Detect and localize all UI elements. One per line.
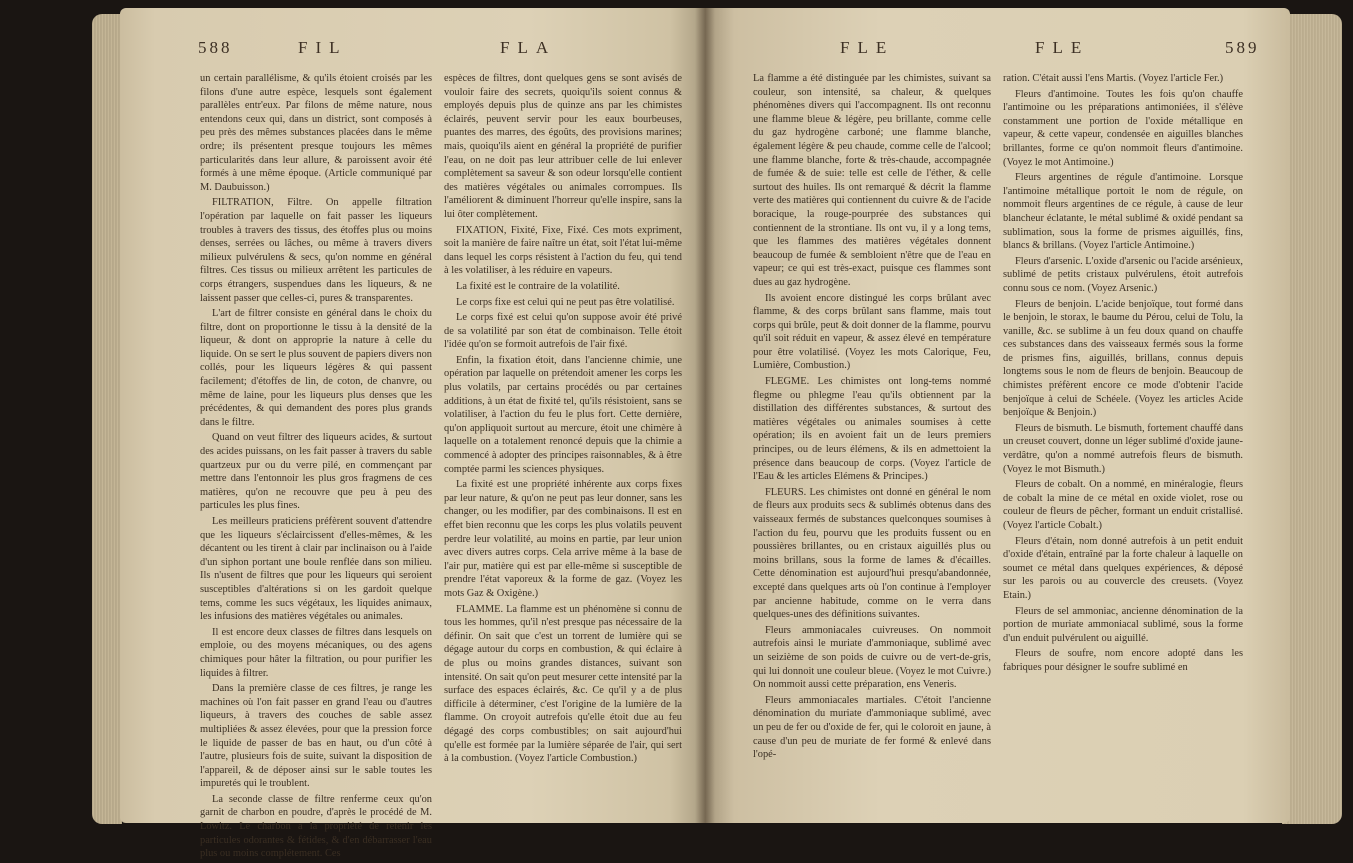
right-column-2 <box>1003 72 1243 677</box>
paragraph: Fleurs argentines de régule d'antimoine. Lorsque l'antimoine métallique portoit le nom de régule, on nommoit fleurs argentines de ce régule, à cause de leur blancheur éclatante, le métal sublimé & oxidé pendant sa sublimation, sous la forme de prismes aiguillés, fins, blancs & brillans. (Voyez l'article Antimoine.) <box>1003 172 1243 252</box>
paragraph: ration. C'était aussi l'ens Martis. (Voyez l'article Fer.) <box>1003 73 1224 84</box>
paragraph: Fleurs de sel ammoniac, ancienne dénomination de la portion de muriate ammoniacal sublimé, sous la forme d'un enduit pulvérulent ou aiguillé. <box>1003 605 1243 644</box>
paragraph: Ils avoient encore distingué les corps brûlant avec flamme, & des corps brûlant sans flamme, mais tout corps qui brûle, peut & doit donner de la flamme, pourvu qu'il soit réduit en vapeur, & assez élevé en température pour être volatilisé. (Voyez les mots Calorique, Feu, Lumière, Combustion.) <box>753 292 991 372</box>
right-column-1 <box>753 72 991 764</box>
paragraph: espèces de filtres, dont quelques gens se sont avisés de vouloir faire des secrets, quoiqu'ils soient connus & employés depuis plus de quinze ans par les chimistes éclairés, peuvent servir pour les eaux bourbeuses, puantes des marres, des égoûts, des provisions marines; mais, quoiqu'ils aient en général la propriété de purifier l'eau, on ne doit pas leur attribuer celle de lui enlever complètement sa saveur & son odeur lorsqu'elle contient des matières végétales ou animales corrompues. Ils l'améliorent & diminuent l'horreur qu'elle inspire, sans la lui ôter complètement. <box>444 73 682 220</box>
right-page-number: 589 <box>1225 38 1260 57</box>
paragraph: Fleurs de soufre, nom encore adopté dans les fabriques pour désigner le soufre sublimé en <box>1003 648 1243 673</box>
left-running-head-1: FIL <box>298 38 348 57</box>
paragraph: La fixité est le contraire de la volatilité. <box>456 280 620 292</box>
paragraph: FIXATION, Fixité, Fixe, Fixé. Ces mots expriment, soit la manière de faire naître un état, soit l'état lui-même dans lequel les corps résistent à l'action du feu, qui tend à les volatiliser, à les réduire en vapeurs. <box>444 224 682 277</box>
paragraph: Le corps fixé est celui qu'on suppose avoir été privé de sa volatilité par son état de combinaison. Telle étoit l'idée qu'on se formoit autrefois de l'air fixé. <box>444 312 682 351</box>
paragraph: La seconde classe de filtre renferme ceux qu'on garnit de charbon en poudre, d'après le procédé de M. Lowitz. Le charbon a la propriété de retenir les particules odorantes & fétides, & d'en débarrasser l'eau plus ou moins complétement. Ces <box>200 793 432 860</box>
book-gutter <box>695 8 715 823</box>
paragraph: Fleurs de benjoin. L'acide benjoïque, tout formé dans le benjoin, le storax, le baume du Pérou, celui de Tolu, la vanille, &c. se sublime à un feu doux quand on chauffe ces substances dans des vaisseaux fermés sous la forme de prismes fins, aiguillés, brillans, connus depuis longtems sous le nom de fleurs de benjoin. Beaucoup de chimistes préfèrent encore ce mode d'obtenir l'acide benjoïque à celui de Schéele. (Voyez les articles Acide benjoïque & Benjoin.) <box>1003 298 1243 419</box>
paragraph: Fleurs de bismuth. Le bismuth, fortement chauffé dans un creuset couvert, donne un léger sublimé d'oxide jaune-verdâtre, qu'on a nommé autrefois fleurs de bismuth. (Voyez le mot Bismuth.) <box>1003 422 1243 475</box>
paragraph: Enfin, la fixation étoit, dans l'ancienne chimie, une opération par laquelle on prétendoit amener les corps les plus volatils, par certains procédés ou par certaines additions, à un état de fixité tel, qu'ils résistoient, sans se volatiliser, à l'action du feu le plus fort. Cette dernière, qu'on appliquoit surtout au mercure, étoit une chimère à laquelle on a totalement renoncé depuis que la chimie a commencé à adopter des principes raisonnables, & à être comptée parmi les sciences physiques. <box>444 354 682 475</box>
paragraph: Fleurs d'antimoine. Toutes les fois qu'on chauffe l'antimoine ou les préparations antimoniées, il s'élève constamment une portion de l'oxide métallique en vapeur, & cette vapeur, condensée en aiguilles blanches brillantes, forme ce qu'on nommoit fleurs d'antimoine. (Voyez le mot Antimoine.) <box>1003 88 1243 168</box>
paragraph: Quand on veut filtrer des liqueurs acides, & surtout des acides puissans, on les fait passer à travers du sable quartzeux pur ou du verre pilé, en commençant par mettre dans l'entonnoir les plus gros fragmens de ces matières, qu'on ne recouvre que peu à peu des particules les plus fines. <box>200 432 432 512</box>
book-page-edges-left <box>92 14 122 824</box>
paragraph: FLEURS. Les chimistes ont donné en général le nom de fleurs aux produits secs & sublimés obtenus dans des vaisseaux fermés de substances quelconques soumises à l'action du feu, pourvu que les produits fussent ou en poussières brillantes, ou en cristaux aiguillés plus ou moins brillans, sous la forme de lames & d'écailles. Cette dénomination est aujourd'hui presqu'abandonnée, excepté dans quelques arts où l'on continue à l'employer par ancienne habitude, comme on le verra dans quelques-unes des définitions suivantes. <box>753 486 991 621</box>
paragraph: Fleurs de cobalt. On a nommé, en minéralogie, fleurs de cobalt la mine de ce métal en oxide violet, rose ou couleur de fleurs de pêcher, formant un enduit cristallisé. (Voyez l'article Cobalt.) <box>1003 479 1243 531</box>
paragraph: FLAMME. La flamme est un phénomène si connu de tous les hommes, qu'il n'est presque pas nécessaire de la définir. On sait que c'est un torrent de lumière qui se dégage autour du corps en combustion, & qui éclaire à de plus ou moins grandes distances, suivant son intensité. On sait qu'on peut mesurer cette intensité par la surface des espaces éclairés, &c. Ce qu'il y a de plus difficile à déterminer, c'est l'origine de la lumière de la flamme. On croyoit autrefois qu'elle étoit due au feu dégagé des corps combustibles; on sait aujourd'hui qu'elle est formée par la lumière séparée de l'air, qui sert à la combustion. (Voyez l'article Combustion.) <box>444 603 682 765</box>
paragraph: Fleurs ammoniacales cuivreuses. On nommoit autrefois ainsi le muriate d'ammoniaque, sublimé avec un seizième de son poids de cuivre ou de vert-de-gris, qui lui donnoit une couleur bleue. (Voyez le mot Cuivre.) On nommoit aussi cette préparation, ens Veneris. <box>753 624 991 691</box>
paragraph: un certain parallélisme, & qu'ils étoient croisés par les filons d'une autre espèce, lesquels sont également parallèles entr'eux. Par filons de même nature, nous entendons ceux qui, dans un district, sont composés à peu près des mêmes substances placées dans le même ordre; ils présentent presque toujours les mêmes particularités dans leur allure, & paroissent avoir été formés à une même époque. (Article communiqué par M. Daubuisson.) <box>200 73 432 193</box>
paragraph: Il est encore deux classes de filtres dans lesquels on emploie, ou des moyens mécaniques, ou des agens chimiques pour hâter la filtration, ou pour purifier les liquides à filtrer. <box>200 626 432 679</box>
paragraph: Fleurs ammoniacales martiales. C'étoit l'ancienne dénomination du muriate d'ammoniaque sublimé, avec un peu de fer ou d'oxide de fer, qui le coloroit en jaune, à cause d'un peu de muriate de fer formé & enlevé dans l'opé- <box>753 694 991 761</box>
paragraph: Fleurs d'arsenic. L'oxide d'arsenic ou l'acide arsénieux, sublimé de petits cristaux pulvérulens, étoit autrefois connu sous ce nom. (Voyez Arsenic.) <box>1003 255 1243 294</box>
paragraph: La flamme a été distinguée par les chimistes, suivant sa couleur, son intensité, sa chaleur, & quelques phénomènes divers qui l'accompagnent. Ils ont reconnu une flamme bleue & légère, peu brillante, comme celle du gaz hydrogène carboné; une flamme blanche, également légère & peu chaude, comme celle de l'alcool; une flamme blanche, forte & très-chaude, accompagnée de fumée & de suie: telle est celle de l'éther, & celle surtout des huiles. Ils ont remarqué & décrit la flamme verte des matières qui contiennent du cuivre & de l'acide boracique, la rouge-pourprée des substances qui contiennent de la strontiane. Ils ont vu, il y a long tems, que les flammes des matières végétales donnent beaucoup de fumée & sembloient n'être que de l'eau en vapeur; ce qui est très-exact, puisque ces flammes sont dues au gaz hydrogène. <box>753 73 991 288</box>
paragraph: La fixité est une propriété inhérente aux corps fixes par leur nature, & qu'on ne peut pas leur donner, sans les changer, ou les modifier, par des combinaisons. Il est en effet bien reconnu que les corps les plus volatils peuvent perdre leur volatilité, au moins en partie, par leur union avec divers autres corps. Cela arrive même à la base de l'air pur, matière qui est par elle-même si susceptible de prendre l'état vaporeux & la forme de gaz. (Voyez les mots Gaz & Oxigène.) <box>444 479 682 599</box>
paragraph: Dans la première classe de ces filtres, je range les machines où l'on fait passer en grand l'eau ou d'autres liqueurs, à travers des couches de sable assez multipliées & assez élevées, pour que la pression force le liquide de passer de bas en haut, ou d'un côté à l'autre, plusieurs fois de suite, suivant la disposition de l'appareil, & de déposer ainsi sur le sable toutes les impuretés qui le troublent. <box>200 683 432 790</box>
left-column-2 <box>444 72 682 768</box>
paragraph: FILTRATION, Filtre. On appelle filtration l'opération par laquelle on fait passer les liqueurs troubles à travers des tissus, des étoffes plus ou moins denses, serrées ou lâches, ou même à travers divers milieux pulvérulens & secs, qu'on nomme en général filtres. Ces tissus ou milieux arrêtent les particules de corps étrangers, suspendues dans les liqueurs, & ne laissent passer que celles-ci, pures & transparentes. <box>200 197 432 304</box>
paragraph: Le corps fixe est celui qui ne peut pas être volatilisé. <box>456 296 675 308</box>
paragraph: Les meilleurs praticiens préfèrent souvent d'attendre que les liqueurs s'éclaircissent d'elles-mêmes, & les décantent ou les tirent à clair par inclinaison ou à l'aide d'un siphon portant une boule renflée dans son milieu. Ils n'usent de filtres que pour les liqueurs qui seroient susceptibles d'altérations si on les gardoit quelque tems, comme les sucs végétaux, les liquides animaux, les infusions des matières végétales ou animales. <box>200 516 432 623</box>
paragraph: L'art de filtrer consiste en général dans le choix du filtre, dont on proportionne le tissu à la densité de la liqueur, & dont on approprie la nature à celle du liquide. On se sert le plus souvent de papiers divers non collés, pour les liqueurs légères & qui passent facilement; d'étoffes de lin, de coton, de chanvre, ou même de laine, pour les liqueurs plus denses que les précédentes, & qui demandent des pores plus grands dans le filtre. <box>200 308 432 428</box>
paragraph: Fleurs d'étain, nom donné autrefois à un petit enduit d'oxide d'étain, entraîné par la forte chaleur à laquelle on soumet ce métal dans quelques expériences, & déposé sur les parois ou au couvercle des creusets. (Voyez Etain.) <box>1003 535 1243 601</box>
paragraph: FLEGME. Les chimistes ont long-tems nommé flegme ou phlegme l'eau qu'ils obtiennent par la distillation des différentes substances, & surtout des matières végétales ou animales soumises à cette opération; ils en avoient fait un de leurs premiers principes, ou de leurs élémens, & ils en admettoient la présence dans beaucoup de corps. (Voyez l'article de l'Eau & les articles Elémens & Principes.) <box>753 376 991 483</box>
right-page <box>705 8 1290 823</box>
right-running-head-2: FLE <box>1035 38 1090 57</box>
left-page <box>120 8 705 860</box>
open-book <box>120 8 1290 860</box>
right-running-head-1: FLE <box>840 38 895 57</box>
left-column-1 <box>200 72 432 863</box>
left-page-number: 588 <box>198 38 233 57</box>
book-page-edges-right <box>1282 14 1342 824</box>
left-running-head-2: FLA <box>500 38 557 57</box>
